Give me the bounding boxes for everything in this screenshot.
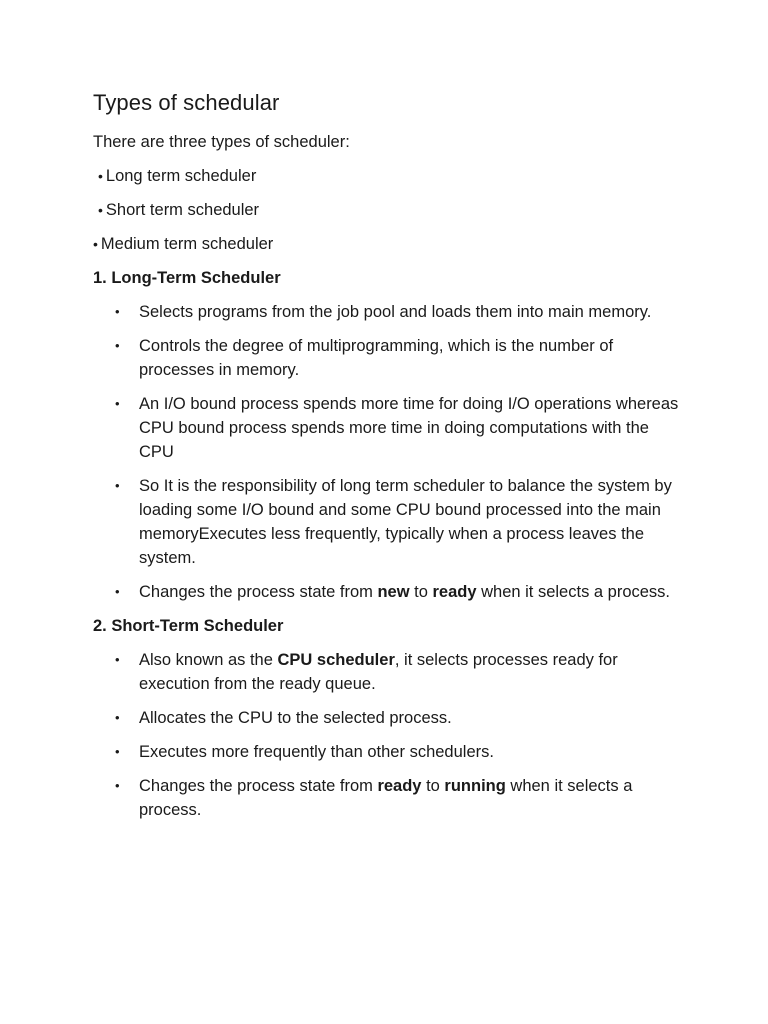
page-title: Types of schedular <box>93 90 280 115</box>
scheduler-type-item <box>93 232 683 256</box>
list-item <box>93 334 683 382</box>
bullet-icon: • <box>115 744 120 759</box>
bullet-list <box>93 300 683 604</box>
list-item-text: Allocates the CPU to the selected process. <box>139 709 452 727</box>
bullet-icon: • <box>115 652 120 667</box>
list-item-text: An I/O bound process spends more time for doing I/O operations whereas CPU bound process spends more time in doing computations with the CPU <box>139 395 679 461</box>
bullet-list <box>93 648 683 822</box>
bullet-icon: • <box>115 710 120 725</box>
list-item-text: , it selects processes ready for execution from the ready queue. <box>139 651 618 693</box>
emphasis-text: ready <box>377 777 422 795</box>
bullet-icon: • <box>115 338 120 353</box>
scheduler-type-label: Medium term scheduler <box>100 235 274 253</box>
list-item <box>93 740 683 764</box>
emphasis-text: new <box>377 583 410 601</box>
section-heading: 1. Long-Term Scheduler <box>93 269 281 287</box>
list-item-text: when it selects a process. <box>139 777 633 819</box>
document-body <box>93 88 683 832</box>
list-item-text: to <box>409 583 433 601</box>
list-item <box>93 474 683 570</box>
list-item-text: when it selects a process. <box>476 583 671 601</box>
list-item-text: Also known as the <box>139 651 278 669</box>
list-item <box>93 300 683 324</box>
list-item-text: Selects programs from the job pool and loads them into main memory. <box>139 303 652 321</box>
bullet-icon: • <box>98 168 103 184</box>
bullet-icon: • <box>115 478 120 493</box>
scheduler-sections <box>93 266 683 822</box>
intro-paragraph: There are three types of scheduler: <box>93 133 350 151</box>
scheduler-type-item <box>93 164 683 188</box>
emphasis-text: running <box>444 777 506 795</box>
list-item-text: to <box>421 777 445 795</box>
scheduler-type-item <box>93 198 683 222</box>
list-item-text: Executes more frequently than other schedulers. <box>139 743 494 761</box>
list-item <box>93 774 683 822</box>
bullet-icon: • <box>115 396 120 411</box>
bullet-icon: • <box>115 304 120 319</box>
bullet-icon: • <box>115 778 120 793</box>
list-item <box>93 580 683 604</box>
scheduler-type-label: Short term scheduler <box>105 201 260 219</box>
list-item-text: Controls the degree of multiprogramming, which is the number of processes in memory. <box>139 337 614 379</box>
section-heading: 2. Short-Term Scheduler <box>93 617 284 635</box>
list-item <box>93 392 683 464</box>
list-item-text: So It is the responsibility of long term scheduler to balance the system by loading some I/O bound and some CPU bound processed into the main memoryExecutes less frequently, typically when a process leaves the system. <box>139 477 672 567</box>
scheduler-type-label: Long term scheduler <box>105 167 257 185</box>
list-item-text: Changes the process state from <box>139 583 378 601</box>
list-item <box>93 706 683 730</box>
emphasis-text: CPU scheduler <box>277 651 395 669</box>
list-item-text: Changes the process state from <box>139 777 378 795</box>
bullet-icon: • <box>93 236 98 252</box>
list-item <box>93 648 683 696</box>
bullet-icon: • <box>98 202 103 218</box>
scheduler-types-list <box>93 164 683 256</box>
emphasis-text: ready <box>432 583 477 601</box>
bullet-icon: • <box>115 584 120 599</box>
